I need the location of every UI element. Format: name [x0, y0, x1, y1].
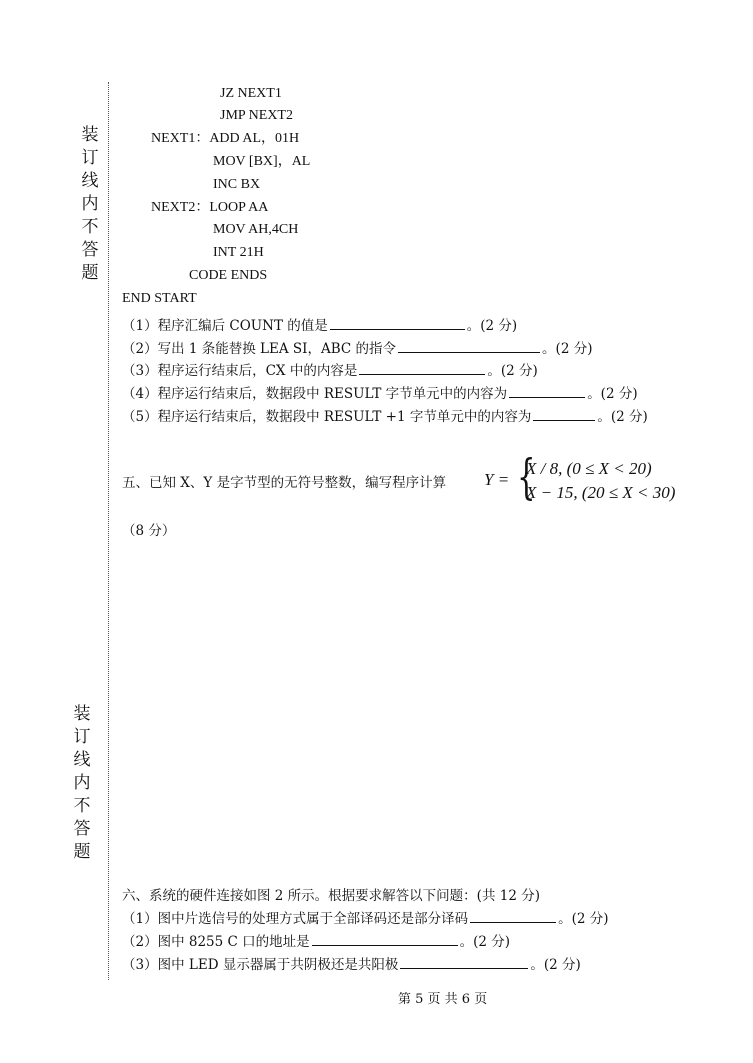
- formula-lhs: Y =: [484, 470, 510, 489]
- formula-brace: {: [517, 449, 536, 505]
- binding-char: 订: [73, 727, 91, 747]
- question-score: 。(2 分): [459, 934, 511, 950]
- binding-char: 题: [81, 263, 99, 283]
- question-item: [122, 907, 609, 927]
- binding-char: 订: [81, 148, 99, 168]
- binding-char: 装: [81, 125, 99, 145]
- answer-blank[interactable]: [312, 931, 458, 946]
- question-item: [122, 405, 648, 425]
- page-number: 第 5 页 共 6 页: [398, 992, 488, 1007]
- answer-blank[interactable]: [359, 360, 485, 375]
- question-item: [122, 314, 517, 334]
- question-score: 。(2 分): [466, 318, 518, 334]
- question-text: （3）程序运行结束后，CX 中的内容是: [122, 363, 358, 379]
- binding-char: 线: [81, 171, 99, 191]
- binding-char: 线: [73, 750, 91, 770]
- binding-char: 答: [81, 240, 99, 260]
- question-item: [122, 953, 581, 973]
- code-line: MOV AH,4CH: [213, 222, 299, 237]
- section-six-heading: 六、系统的硬件连接如图 2 所示。根据要求解答以下问题：(共 12 分): [122, 888, 540, 904]
- formula-case-1: X / 8, (0 ≤ X < 20): [526, 459, 652, 478]
- binding-char: 题: [73, 842, 91, 862]
- binding-char: 答: [73, 819, 91, 839]
- formula-case-2: X − 15, (20 ≤ X < 30): [526, 483, 676, 502]
- code-line: NEXT2：LOOP AA: [151, 200, 269, 215]
- binding-char: 不: [73, 796, 91, 816]
- question-score: 。(2 分): [558, 911, 609, 927]
- question-score: 。(2 分): [587, 386, 638, 402]
- question-text: （2）图中 8255 C 口的地址是: [122, 934, 310, 950]
- binding-text-top: [80, 124, 100, 285]
- answer-blank[interactable]: [330, 315, 465, 330]
- question-score: 。(2 分): [530, 957, 581, 973]
- code-line: JMP NEXT2: [220, 108, 293, 123]
- binding-char: 内: [73, 773, 91, 793]
- binding-line: [108, 82, 109, 980]
- binding-text-bottom: [72, 703, 92, 864]
- question-text: （1）程序汇编后 COUNT 的值是: [122, 318, 328, 334]
- question-text: （1）图中片选信号的处理方式属于全部译码还是部分译码: [122, 911, 469, 927]
- question-text: （5）程序运行结束后，数据段中 RESULT +1 字节单元中的内容为: [122, 409, 532, 425]
- code-line: JZ NEXT1: [220, 86, 282, 101]
- answer-blank[interactable]: [470, 908, 556, 923]
- question-item: [122, 382, 638, 402]
- binding-char: 不: [81, 217, 99, 237]
- code-line: MOV [BX]，AL: [213, 154, 311, 169]
- question-score: 。(2 分): [542, 341, 593, 357]
- question-text: （4）程序运行结束后，数据段中 RESULT 字节单元中的内容为: [122, 386, 508, 402]
- answer-blank[interactable]: [398, 338, 540, 353]
- question-score: 。(2 分): [487, 363, 538, 379]
- question-item: [122, 930, 510, 950]
- code-line: END START: [122, 291, 197, 306]
- question-item: [122, 337, 592, 357]
- question-text: （2）写出 1 条能替换 LEA SI，ABC 的指令: [122, 341, 397, 357]
- code-line: INT 21H: [213, 245, 264, 260]
- answer-blank[interactable]: [509, 383, 585, 398]
- code-line: NEXT1：ADD AL，01H: [151, 131, 300, 146]
- code-line: CODE ENDS: [189, 268, 268, 283]
- code-line: INC BX: [213, 177, 261, 192]
- question-item: [122, 359, 538, 379]
- question-text: （3）图中 LED 显示器属于共阴极还是共阳极: [122, 957, 399, 973]
- binding-char: 装: [73, 704, 91, 724]
- answer-blank[interactable]: [400, 954, 528, 969]
- section-five-prompt: 五、已知 X、Y 是字节型的无符号整数，编写程序计算: [122, 475, 447, 491]
- question-score: 。(2 分): [597, 409, 648, 425]
- section-five-score: （8 分）: [122, 523, 176, 539]
- answer-blank[interactable]: [533, 406, 595, 421]
- binding-char: 内: [81, 194, 99, 214]
